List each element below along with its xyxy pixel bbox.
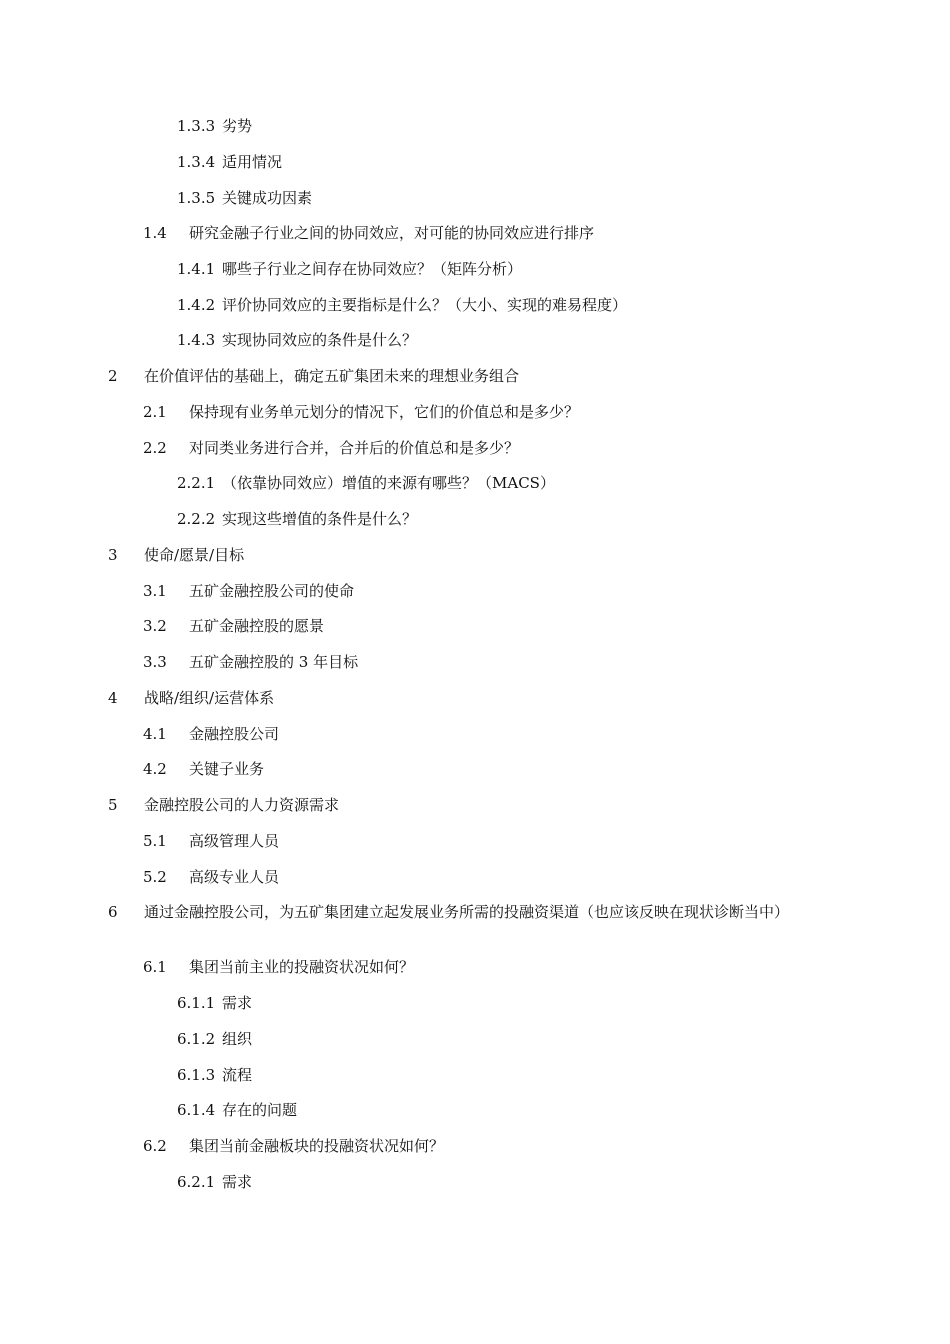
- item-number: 2: [108, 367, 118, 385]
- item-text: 组织: [222, 1030, 253, 1048]
- outline-item-2-2: [143, 439, 519, 458]
- item-number: 3.3: [143, 653, 167, 671]
- item-number: 6.1.3: [177, 1066, 216, 1084]
- item-text: 劣势: [222, 117, 253, 135]
- item-text: 在价值评估的基础上，确定五矿集团未来的理想业务组合: [144, 367, 520, 385]
- outline-item-1-4-3: [177, 331, 417, 350]
- outline-item-1-4-1: [177, 260, 522, 279]
- item-text: 保持现有业务单元划分的情况下，它们的价值总和是多少？: [189, 403, 580, 421]
- item-text: 流程: [222, 1066, 253, 1084]
- item-number: 1.4.3: [177, 331, 216, 349]
- item-number: 1.3.5: [177, 189, 216, 207]
- outline-item-6-1-1: [177, 994, 252, 1013]
- outline-item-2-2-1: [177, 474, 555, 493]
- item-number: 4.2: [143, 760, 167, 778]
- outline-item-4: [108, 689, 274, 708]
- item-number: 5.1: [143, 832, 167, 850]
- outline-item-6-2: [143, 1137, 444, 1156]
- item-text: 五矿金融控股公司的使命: [189, 582, 355, 600]
- item-number: 1.4: [143, 224, 167, 242]
- outline-item-4-2: [143, 760, 264, 779]
- item-number: 1.4.2: [177, 296, 216, 314]
- item-text: 通过金融控股公司，为五矿集团建立起发展业务所需的投融资渠道（也应该反映在现状诊断当中）: [144, 903, 790, 921]
- item-number: 6.1: [143, 958, 167, 976]
- item-text: 适用情况: [222, 153, 283, 171]
- item-number: 3.1: [143, 582, 167, 600]
- item-text: 实现这些增值的条件是什么？: [222, 510, 418, 528]
- outline-item-6: [108, 903, 834, 922]
- item-text: 金融控股公司: [189, 725, 280, 743]
- outline-item-3-2: [143, 617, 324, 636]
- item-number: 1.3.3: [177, 117, 216, 135]
- item-number: 2.2.2: [177, 510, 216, 528]
- item-number: 3.2: [143, 617, 167, 635]
- outline-item-5-1: [143, 832, 279, 851]
- item-text: 需求: [222, 994, 253, 1012]
- outline-item-1-4: [143, 224, 594, 243]
- item-text: 五矿金融控股的 3 年目标: [189, 653, 359, 671]
- item-text: 集团当前主业的投融资状况如何？: [189, 958, 415, 976]
- item-number: 1.3.4: [177, 153, 216, 171]
- item-number: 6.1.4: [177, 1101, 216, 1119]
- item-text: 关键子业务: [189, 760, 265, 778]
- item-number: 2.2.1: [177, 474, 216, 492]
- item-text: （依靠协同效应）增值的来源有哪些？（MACS）: [222, 474, 555, 492]
- item-text: 五矿金融控股的愿景: [189, 617, 325, 635]
- item-number: 2.2: [143, 439, 167, 457]
- item-text: 关键成功因素: [222, 189, 313, 207]
- outline-item-2: [108, 367, 519, 386]
- item-text: 金融控股公司的人力资源需求: [144, 796, 340, 814]
- item-text: 战略/组织/运营体系: [144, 689, 275, 707]
- item-number: 2.1: [143, 403, 167, 421]
- outline-item-3: [108, 546, 244, 565]
- item-number: 4: [108, 689, 118, 707]
- outline-item-1-4-2: [177, 296, 627, 315]
- item-text: 高级专业人员: [189, 868, 280, 886]
- item-number: 6.1.2: [177, 1030, 216, 1048]
- item-text: 高级管理人员: [189, 832, 280, 850]
- outline-item-3-3: [143, 653, 358, 672]
- item-number: 6.1.1: [177, 994, 216, 1012]
- outline-item-1-3-4: [177, 153, 282, 172]
- item-text: 研究金融子行业之间的协同效应，对可能的协同效应进行排序: [189, 224, 595, 242]
- item-number: 5: [108, 796, 118, 814]
- outline-item-5-2: [143, 868, 279, 887]
- outline-item-1-3-5: [177, 189, 312, 208]
- item-number: 6.2: [143, 1137, 167, 1155]
- item-number: 6.2.1: [177, 1173, 216, 1191]
- item-text: 对同类业务进行合并，合并后的价值总和是多少？: [189, 439, 520, 457]
- item-text: 存在的问题: [222, 1101, 298, 1119]
- item-text: 需求: [222, 1173, 253, 1191]
- outline-item-1-3-3: [177, 117, 252, 136]
- item-text: 实现协同效应的条件是什么？: [222, 331, 418, 349]
- outline-item-2-1: [143, 403, 579, 422]
- outline-item-3-1: [143, 582, 354, 601]
- outline-item-5: [108, 796, 339, 815]
- item-text: 哪些子行业之间存在协同效应？（矩阵分析）: [222, 260, 523, 278]
- outline-item-6-1: [143, 958, 414, 977]
- outline-item-6-1-3: [177, 1066, 252, 1085]
- outline-item-6-2-1: [177, 1173, 252, 1192]
- item-number: 3: [108, 546, 118, 564]
- outline-item-4-1: [143, 725, 279, 744]
- item-number: 5.2: [143, 868, 167, 886]
- item-text: 评价协同效应的主要指标是什么？（大小、实现的难易程度）: [222, 296, 628, 314]
- item-number: 4.1: [143, 725, 167, 743]
- item-text: 使命/愿景/目标: [144, 546, 245, 564]
- outline-item-6-1-2: [177, 1030, 252, 1049]
- outline-item-2-2-2: [177, 510, 417, 529]
- item-number: 1.4.1: [177, 260, 216, 278]
- item-text: 集团当前金融板块的投融资状况如何？: [189, 1137, 445, 1155]
- outline-item-6-1-4: [177, 1101, 297, 1120]
- item-number: 6: [108, 903, 118, 921]
